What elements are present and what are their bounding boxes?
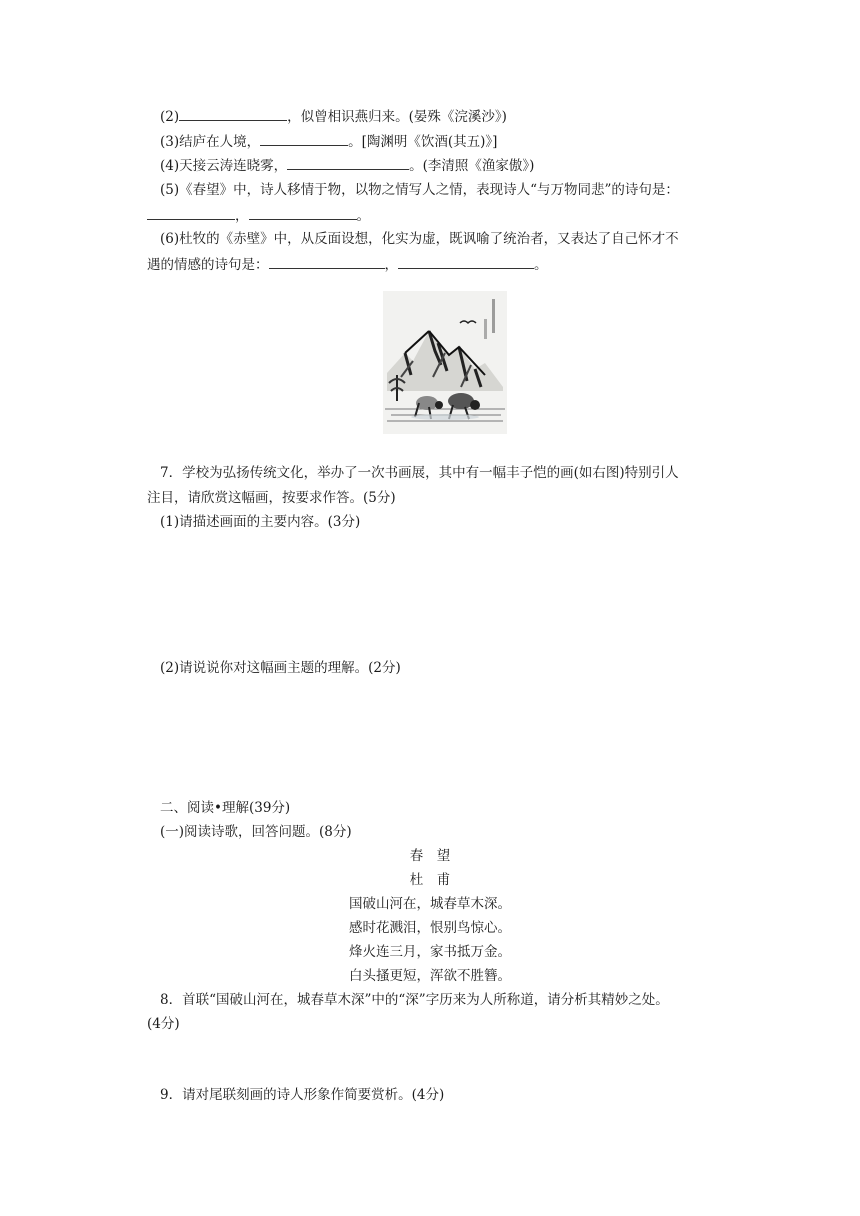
question-5-stem: (5)《春望》中，诗人移情于物，以物之情写人之情，表现诗人“与万物同悲”的诗句是： xyxy=(160,182,679,198)
answer-blank[interactable] xyxy=(260,131,348,146)
question-text-after: 。[陶渊明《饮酒(其五)》] xyxy=(348,134,498,150)
question-7-sub1: (1)请描述画面的主要内容。(3分) xyxy=(160,514,361,530)
part-heading: (一)阅读诗歌，回答问题。(8分) xyxy=(160,824,352,840)
separator: ， xyxy=(384,257,398,273)
question-text: 遇的情感的诗句是： xyxy=(147,257,269,273)
question-number: (2) xyxy=(160,109,180,125)
question-text-after: 。(李清照《渔家傲》) xyxy=(409,158,535,174)
question-3 xyxy=(160,131,497,152)
question-8: 8．首联“国破山河在，城春草木深”中的“深”字历来为人所称道，请分析其精妙之处。 xyxy=(160,992,669,1008)
question-7-stem: 7．学校为弘扬传统文化，举办了一次书画展，其中有一幅丰子恺的画(如右图)特别引人 xyxy=(160,465,679,481)
question-text: 结庐在人境， xyxy=(179,134,261,150)
answer-blank[interactable] xyxy=(179,106,287,121)
question-7-stem-cont: 注目，请欣赏这幅画，按要求作答。(5分) xyxy=(147,490,396,506)
end-mark: 。 xyxy=(534,257,548,273)
question-4 xyxy=(160,155,534,176)
poem-line: 感时花溅泪，恨别鸟惊心。 xyxy=(349,920,511,936)
answer-blank[interactable] xyxy=(147,205,235,220)
painting-image xyxy=(383,291,507,434)
question-6-stem: (6)杜牧的《赤壁》中，从反面设想，化实为虚，既讽喻了统治者，又表达了自己怀才不 xyxy=(160,231,679,247)
section-heading: 二、阅读•理解(39分) xyxy=(160,800,291,816)
answer-blank[interactable] xyxy=(269,254,385,269)
question-number: (3) xyxy=(160,134,180,150)
separator: ， xyxy=(235,208,249,224)
poem-title: 春 望 xyxy=(409,848,451,864)
question-2 xyxy=(160,106,507,127)
answer-blank[interactable] xyxy=(287,155,409,170)
question-text: 天接云涛连晓雾， xyxy=(179,158,288,174)
painting-illustration xyxy=(383,291,507,434)
poem-line: 白头搔更短，浑欲不胜簪。 xyxy=(349,968,511,984)
poem-author: 杜 甫 xyxy=(409,872,451,888)
question-8-cont: (4分) xyxy=(147,1016,180,1032)
question-9: 9．请对尾联刻画的诗人形象作简要赏析。(4分) xyxy=(160,1087,445,1103)
question-number: (4) xyxy=(160,158,180,174)
question-6-answers xyxy=(147,254,548,275)
answer-blank[interactable] xyxy=(398,254,534,269)
poem-line: 国破山河在，城春草木深。 xyxy=(349,896,511,912)
question-5-answers xyxy=(147,205,370,226)
end-mark: 。 xyxy=(356,208,370,224)
poem-line: 烽火连三月，家书抵万金。 xyxy=(349,944,511,960)
question-text: ，似曾相识燕归来。(晏殊《浣溪沙》) xyxy=(287,109,507,125)
question-7-sub2: (2)请说说你对这幅画主题的理解。(2分) xyxy=(160,660,401,676)
answer-blank[interactable] xyxy=(249,205,357,220)
